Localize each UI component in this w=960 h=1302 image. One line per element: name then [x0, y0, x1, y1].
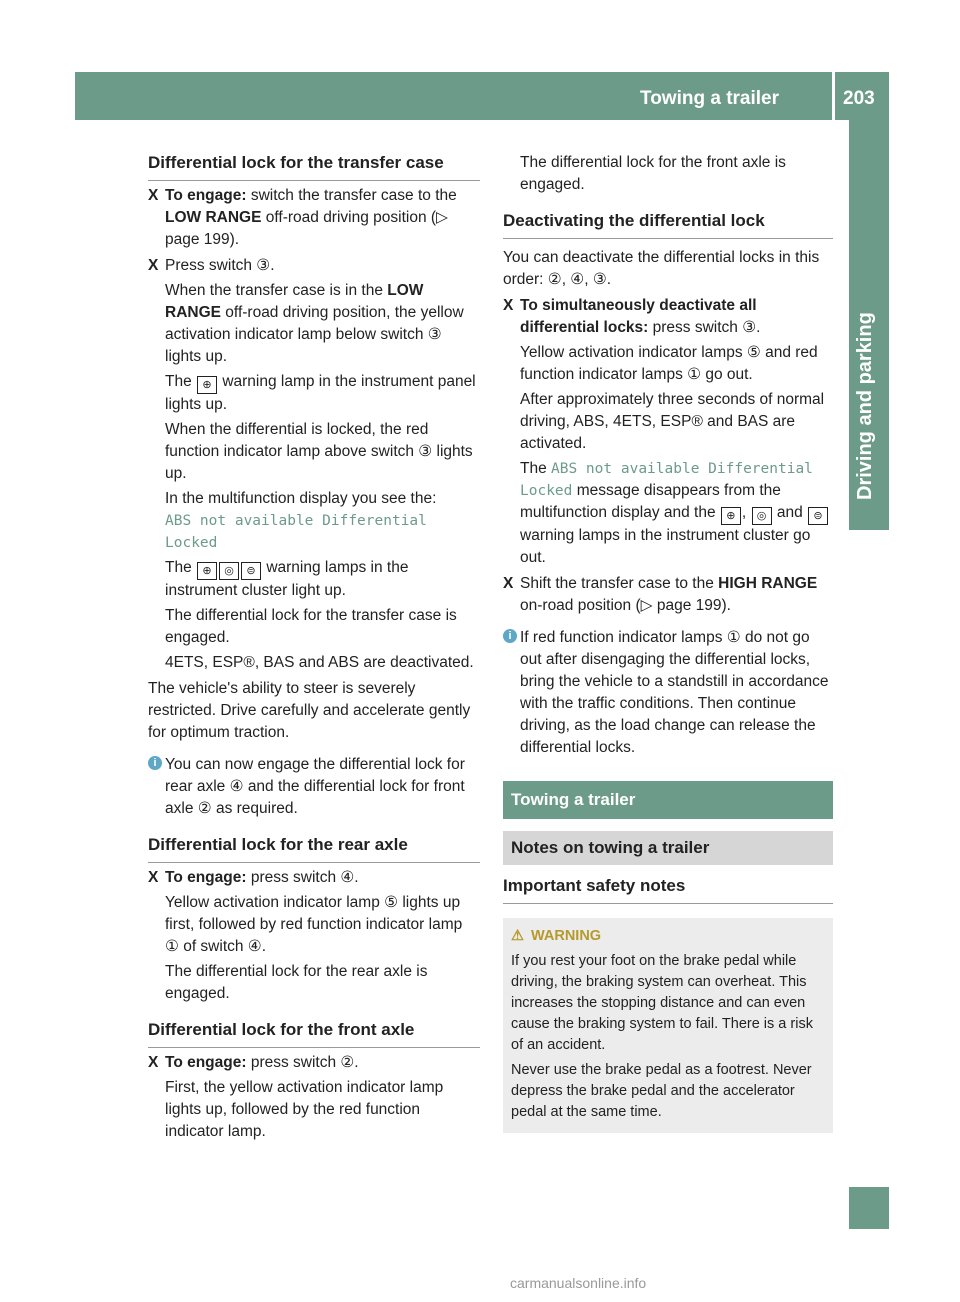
- warning-title: ⚠ WARNING: [531, 926, 825, 947]
- warning-text: If you rest your foot on the brake pedal while driving, the braking system can overheat. This increases the stopping distance and can even cause the braking system to fail. There is a risk of an accident.: [511, 953, 813, 1053]
- arrow-marker-icon: X: [503, 297, 514, 314]
- paragraph: The differential lock for the front axle is engaged.: [520, 154, 786, 193]
- paragraph: The vehicle's ability to steer is severely restricted. Drive carefully and accelerate gently for optimum traction.: [148, 680, 471, 741]
- abs-lamp-icon: ◎: [752, 507, 772, 525]
- heading-rear-axle: Differential lock for the rear axle: [148, 834, 480, 863]
- display-message: ABS not available Differential Locked: [520, 461, 813, 499]
- offroad-off-lamp-icon: ⊕: [721, 507, 741, 525]
- subsection-bar: Notes on towing a trailer: [503, 831, 833, 865]
- section-title: Towing a trailer: [640, 88, 780, 109]
- warning-triangle-icon: ⚠: [511, 928, 524, 944]
- arrow-marker-icon: X: [148, 1054, 159, 1071]
- arrow-marker-icon: X: [148, 869, 159, 886]
- abs-lamp-icon: ◎: [219, 562, 239, 580]
- info-note: [148, 754, 480, 820]
- info-note: [503, 627, 833, 759]
- step-engage-rear: X To engage: press switch ④. Yellow activation indicator lamp ⑤ lights up first, followed by red function indicator lamp ① of switch ④. The differential lock for the rear axle is engaged.: [148, 867, 480, 1005]
- arrow-marker-icon: X: [148, 187, 159, 204]
- esp-lamp-icon: ⊜: [241, 562, 261, 580]
- step-text: switch the transfer case to the: [246, 187, 457, 204]
- heading-safety: Important safety notes: [503, 875, 833, 904]
- step-text: off-road driving position (▷ page 199).: [165, 209, 448, 248]
- heading-transfer-case: Differential lock for the transfer case: [148, 152, 480, 181]
- paragraph: The ⊕ warning lamp in the instrument panel lights up.: [165, 373, 476, 413]
- display-message: ABS not available Differential Locked: [165, 513, 427, 551]
- paragraph: The ⊕ ◎ ⊜ warning lamps in the instrument cluster light up.: [165, 559, 409, 599]
- right-column: [503, 152, 833, 1133]
- header-divider: [832, 72, 835, 120]
- info-text: If red function indicator lamps ① do not go out after disengaging the differential locks, bring the vehicle to a standstill in accordance with the traffic conditions. Then continue driving, as the load change can release the differential locks.: [520, 629, 829, 756]
- offroad-off-lamp-icon: ⊕: [197, 562, 217, 580]
- paragraph: The differential lock for the rear axle is engaged.: [165, 963, 428, 1002]
- esp-lamp-icon: ⊜: [808, 507, 828, 525]
- paragraph: When the transfer case is in the LOW RANGE off-road driving position, the yellow activation indicator lamp below switch ③ lights up.: [165, 282, 464, 365]
- chapter-tab-label: Driving and parking: [854, 312, 876, 500]
- step-text: Press switch ③.: [165, 257, 275, 274]
- heading-deactivating: Deactivating the differential lock: [503, 210, 833, 239]
- paragraph: The ABS not available Differential Locked message disappears from the multifunction display and the ⊕ , ◎ and ⊜ warning lamps in the instrument cluster go out.: [520, 458, 833, 569]
- paragraph: In the multifunction display you see the:: [165, 490, 437, 507]
- paragraph: First, the yellow activation indicator lamp lights up, followed by the red function indicator lamp.: [165, 1079, 444, 1140]
- paragraph: The differential lock for the transfer case is engaged.: [165, 607, 457, 646]
- warning-text: Never use the brake pedal as a footrest. Never depress the brake pedal and the accelerator pedal at the same time.: [511, 1062, 812, 1120]
- warning-box: [503, 918, 833, 1133]
- left-column: [148, 152, 480, 1143]
- paragraph: When the differential is locked, the red function indicator lamp above switch ③ lights up.: [165, 421, 473, 482]
- paragraph: You can deactivate the differential locks in this order: ②, ④, ③.: [503, 249, 820, 288]
- paragraph: 4ETS, ESP®, BAS and ABS are deactivated.: [165, 654, 474, 671]
- paragraph: After approximately three seconds of normal driving, ABS, 4ETS, ESP® and BAS are activated.: [520, 391, 825, 452]
- footer-watermark: carmanualsonline.info: [510, 1275, 647, 1291]
- paragraph: Yellow activation indicator lamps ⑤ and red function indicator lamps ① go out.: [520, 344, 818, 383]
- page-number: 203: [843, 88, 875, 109]
- side-marker: [849, 1187, 889, 1229]
- arrow-marker-icon: X: [148, 257, 159, 274]
- paragraph: Yellow activation indicator lamp ⑤ lights up first, followed by red function indicator lamp ① of switch ④.: [165, 894, 463, 955]
- low-range-label: LOW RANGE: [165, 209, 262, 226]
- step-engage-front: X To engage: press switch ②. First, the yellow activation indicator lamp lights up, followed by the red function indicator lamp.: [148, 1052, 480, 1143]
- info-icon: i: [503, 629, 517, 643]
- offroad-off-lamp-icon: ⊕: [197, 376, 217, 394]
- info-text: You can now engage the differential lock for rear axle ④ and the differential lock for front axle ② as required.: [165, 756, 465, 817]
- step-label: To engage:: [165, 187, 247, 204]
- step-shift-high: X Shift the transfer case to the HIGH RANGE on-road position (▷ page 199).: [503, 575, 818, 614]
- step-engage-transfer: [148, 185, 480, 251]
- section-bar: Towing a trailer: [503, 781, 833, 819]
- arrow-marker-icon: X: [503, 575, 514, 592]
- heading-front-axle: Differential lock for the front axle: [148, 1019, 480, 1048]
- step-deactivate-all: X To simultaneously deactivate all differential locks: press switch ③. Yellow activation indicator lamps ⑤ and red function indicator lamps ① go out. After approximately three seconds of normal driving, ABS, 4ETS, ESP® and BAS are activated. The ABS not available Differential Locked message disappears from the multifunction display and the ⊕ , ◎ and ⊜ warning lamps in the instrument cluster go out.: [503, 295, 833, 569]
- info-icon: i: [148, 756, 162, 770]
- step-press-switch-3: [148, 255, 480, 674]
